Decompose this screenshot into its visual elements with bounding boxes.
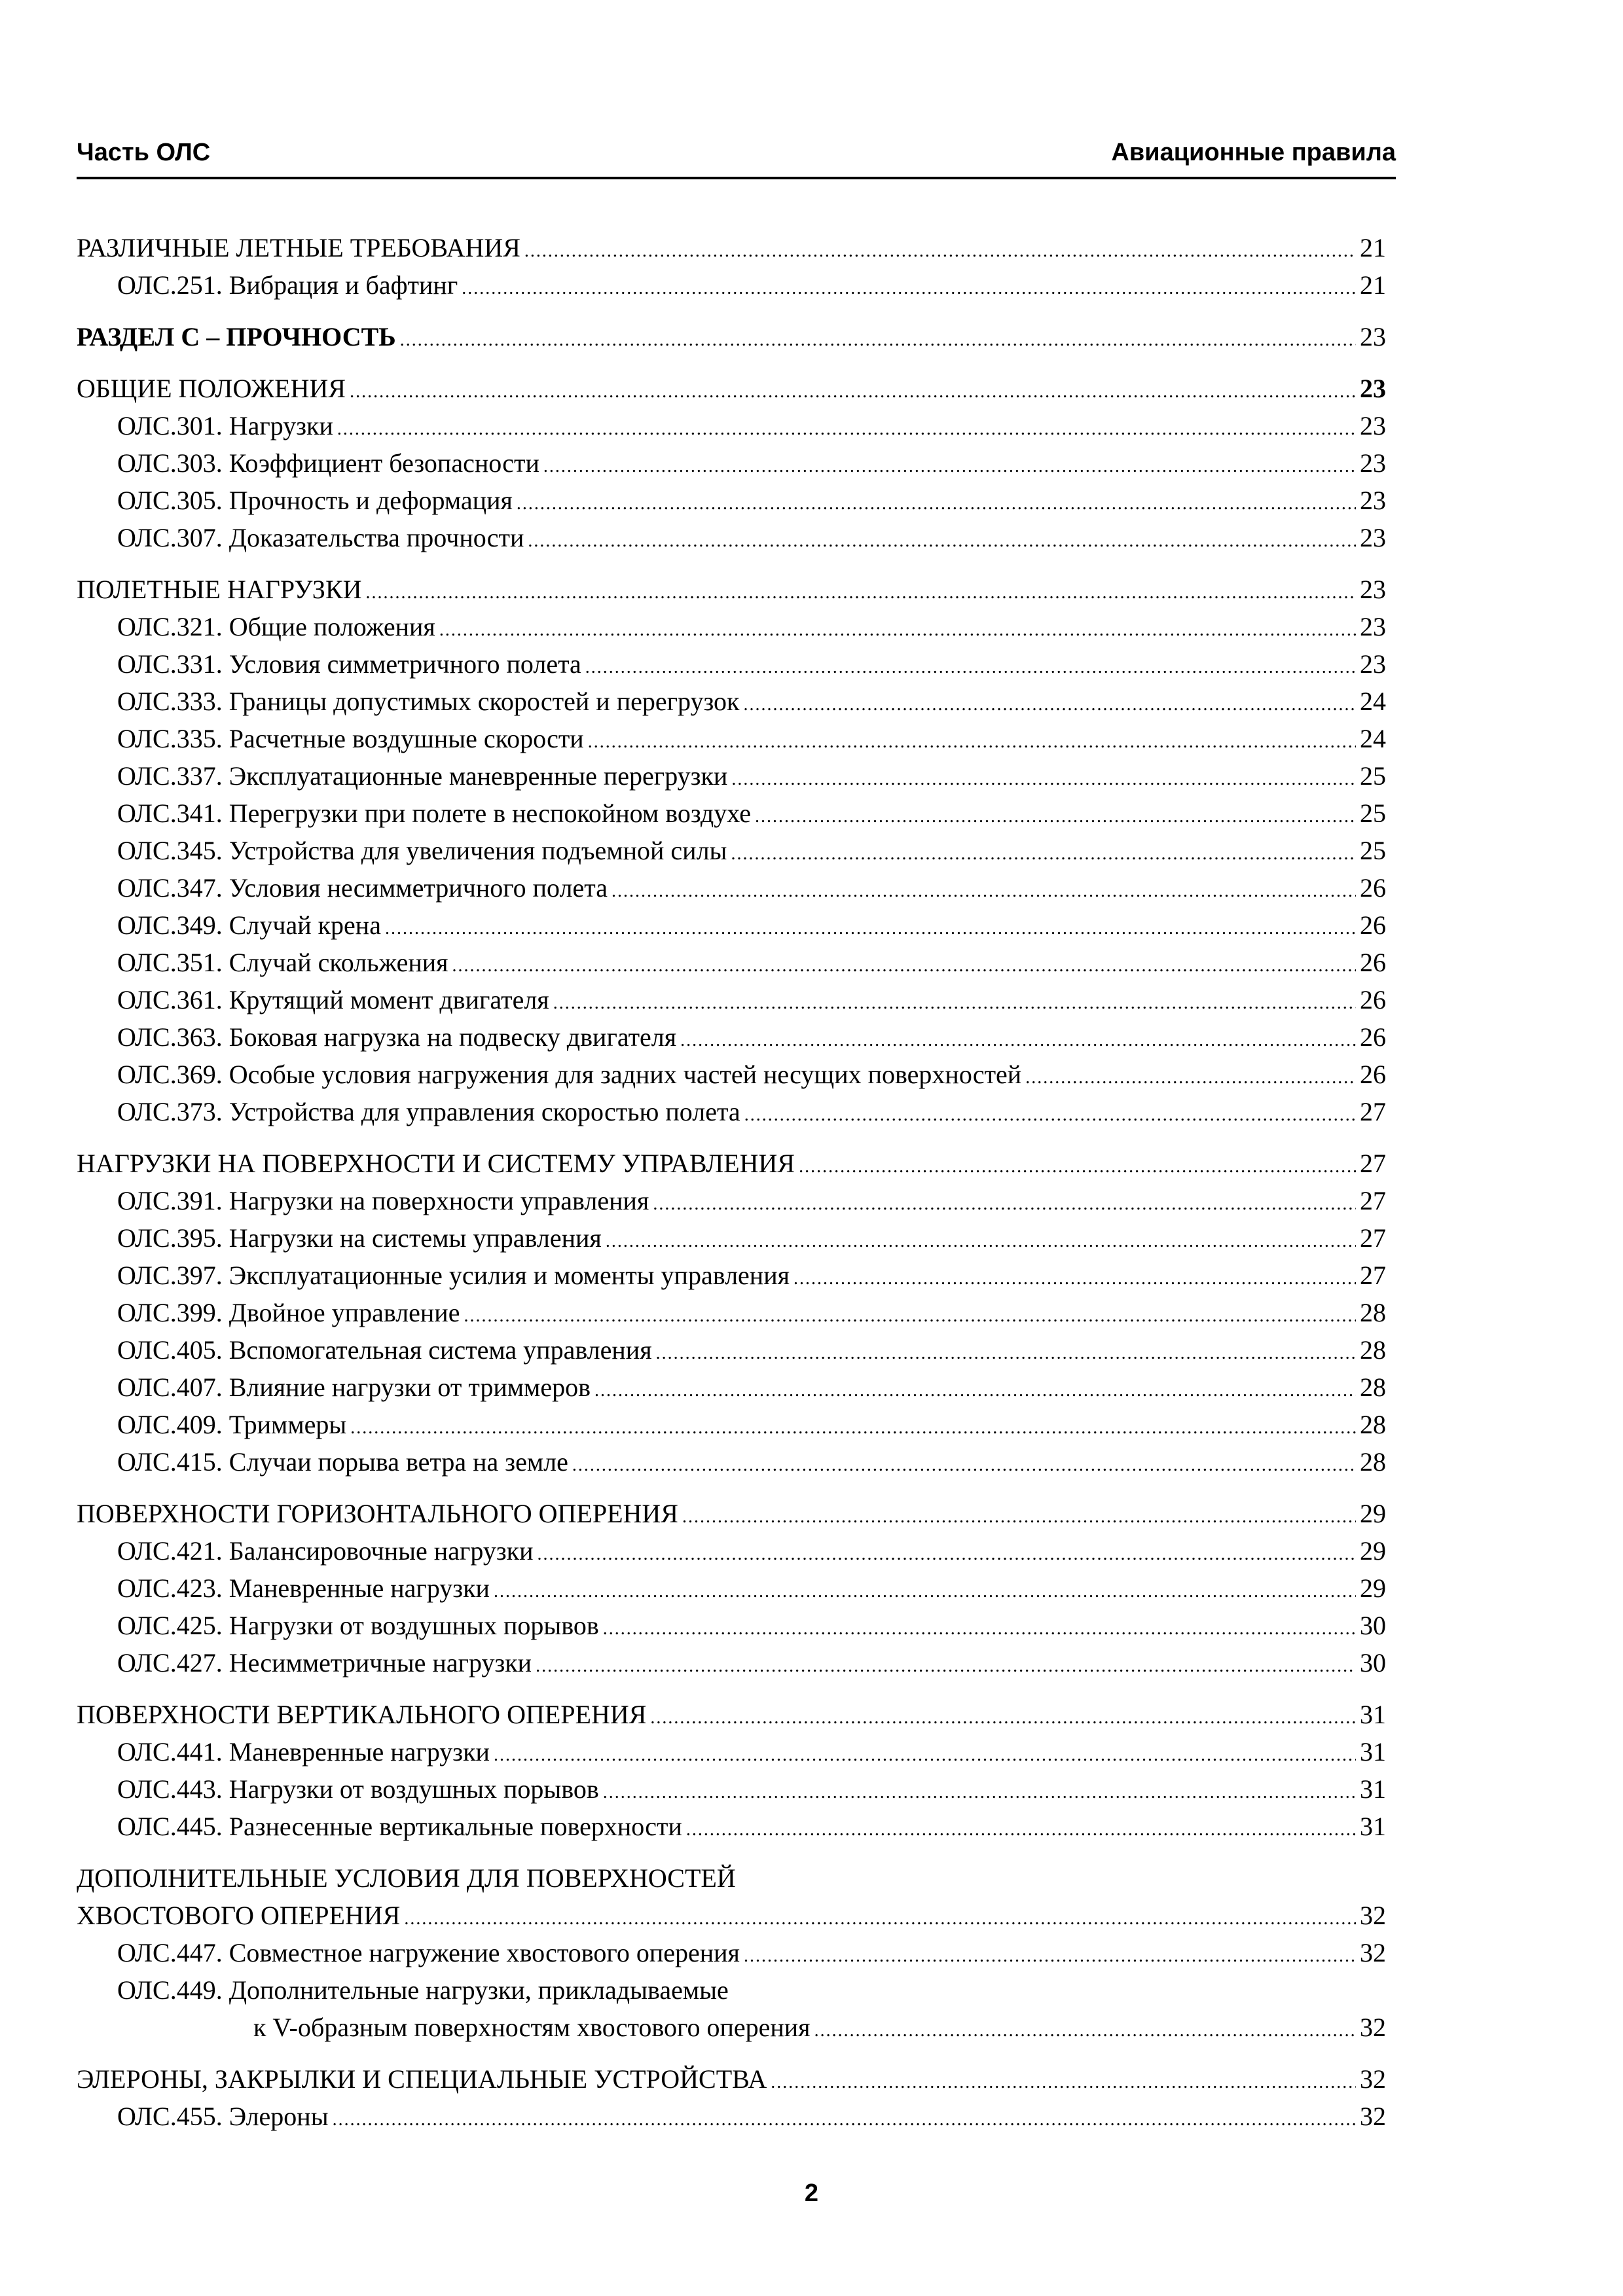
- toc-page-number: 32: [1360, 1901, 1386, 1930]
- toc-entry-row[interactable]: [77, 645, 1386, 683]
- toc-entry-row-line1[interactable]: [77, 1971, 1386, 2009]
- toc-page-number: 24: [1360, 724, 1386, 753]
- toc-section-row[interactable]: [77, 1495, 1386, 1532]
- dot-leader: [744, 1937, 1356, 1975]
- toc-section-row[interactable]: [77, 571, 1386, 608]
- dot-leader: [603, 1774, 1356, 1811]
- dot-leader: [464, 1297, 1356, 1335]
- toc-page-number: 30: [1360, 1648, 1386, 1677]
- dot-leader: [603, 1610, 1356, 1647]
- toc-entry-title: ОЛС.305. Прочность и деформация: [117, 486, 513, 515]
- header-document-title: Авиационные правила: [1111, 139, 1396, 166]
- dot-leader: [333, 2101, 1356, 2138]
- page-number: 2: [804, 2179, 819, 2207]
- dot-leader: [793, 1260, 1356, 1297]
- toc-entry-row[interactable]: [77, 1443, 1386, 1480]
- dot-leader: [680, 1022, 1356, 1059]
- dot-leader: [528, 522, 1356, 560]
- toc-page-number: 31: [1360, 1812, 1386, 1841]
- dot-leader: [543, 448, 1356, 485]
- toc-entry-row[interactable]: [77, 1331, 1386, 1369]
- dot-leader: [611, 872, 1356, 910]
- dot-leader: [731, 761, 1356, 798]
- toc-page-number: 32: [1360, 2064, 1386, 2094]
- dot-leader: [572, 1446, 1356, 1484]
- toc-section-row[interactable]: [77, 1897, 1386, 1934]
- dot-leader: [494, 1736, 1356, 1774]
- dot-leader: [553, 984, 1356, 1022]
- toc-entry-title: ОЛС.337. Эксплуатационные маневренные перегрузки: [117, 761, 728, 791]
- toc-entry-title: ОЛС.335. Расчетные воздушные скорости: [117, 724, 584, 753]
- dot-leader: [462, 270, 1356, 307]
- toc-entry-row[interactable]: [77, 869, 1386, 906]
- toc-entry-title: ОЛС.303. Коэффициент безопасности: [117, 448, 539, 478]
- toc-entry-row[interactable]: [77, 720, 1386, 757]
- toc-section-row[interactable]: [77, 2060, 1386, 2098]
- dot-leader: [524, 232, 1356, 270]
- toc-page-number: 23: [1360, 575, 1386, 604]
- header-part-label: Часть ОЛС: [77, 139, 211, 166]
- toc-entry-row[interactable]: [77, 1294, 1386, 1331]
- toc-entry-row[interactable]: [77, 1770, 1386, 1808]
- page-header: [77, 137, 1396, 179]
- toc-page-number: 21: [1360, 270, 1386, 300]
- toc-entry-title: ПОВЕРХНОСТИ ГОРИЗОНТАЛЬНОГО ОПЕРЕНИЯ: [77, 1499, 678, 1528]
- dot-leader: [585, 649, 1356, 686]
- toc-entry-title: к V-образным поверхностям хвостового оперения: [253, 2013, 811, 2042]
- dot-leader: [799, 1148, 1356, 1185]
- toc-page-number: 28: [1360, 1447, 1386, 1477]
- toc-section-row[interactable]: [77, 229, 1386, 266]
- dot-leader: [385, 910, 1356, 947]
- toc-entry-row[interactable]: [77, 2009, 1386, 2046]
- toc-entry-row[interactable]: [77, 1644, 1386, 1681]
- toc-entry-title: ОЛС.307. Доказательства прочности: [117, 523, 524, 552]
- toc-page-number: 28: [1360, 1335, 1386, 1365]
- toc-entry-title: ОЛС.391. Нагрузки на поверхности управления: [117, 1186, 649, 1215]
- table-of-contents: [77, 229, 1386, 2135]
- toc-entry-title: ОЛС.395. Нагрузки на системы управления: [117, 1223, 602, 1253]
- toc-entry-row[interactable]: [77, 944, 1386, 981]
- dot-leader: [656, 1335, 1356, 1372]
- toc-entry-title: РАЗЛИЧНЫЕ ЛЕТНЫЕ ТРЕБОВАНИЯ: [77, 233, 520, 262]
- toc-entry-title: ОЛС.407. Влияние нагрузки от триммеров: [117, 1372, 591, 1402]
- toc-page-number: 27: [1360, 1149, 1386, 1178]
- toc-entry-row[interactable]: [77, 1607, 1386, 1644]
- toc-page-number: 32: [1360, 2102, 1386, 2131]
- toc-page-number: 21: [1360, 233, 1386, 262]
- dot-leader: [400, 321, 1356, 359]
- toc-page-number: 23: [1360, 486, 1386, 515]
- toc-entry-row[interactable]: [77, 832, 1386, 869]
- toc-section-row[interactable]: [77, 1696, 1386, 1733]
- toc-entry-row[interactable]: [77, 1182, 1386, 1219]
- toc-entry-row[interactable]: [77, 519, 1386, 556]
- toc-entry-title: ОЛС.345. Устройства для увеличения подъемной силы: [117, 836, 727, 865]
- toc-page-number: 32: [1360, 1938, 1386, 1967]
- toc-page-number: 31: [1360, 1700, 1386, 1729]
- toc-page-number: 29: [1360, 1536, 1386, 1566]
- toc-page-number: 26: [1360, 1022, 1386, 1052]
- toc-page-number: 29: [1360, 1573, 1386, 1603]
- toc-page-number: 29: [1360, 1499, 1386, 1528]
- toc-page-number: 28: [1360, 1298, 1386, 1327]
- dot-leader: [814, 2012, 1356, 2049]
- toc-entry-row[interactable]: [77, 1056, 1386, 1093]
- toc-section-row[interactable]: [77, 370, 1386, 407]
- toc-entry-row[interactable]: [77, 1219, 1386, 1257]
- toc-page-number: 23: [1360, 649, 1386, 679]
- toc-entry-title: ОЛС.349. Случай крена: [117, 910, 381, 940]
- dot-leader: [494, 1573, 1356, 1610]
- dot-leader: [537, 1535, 1356, 1573]
- toc-entry-title: ОЛС.443. Нагрузки от воздушных порывов: [117, 1774, 599, 1804]
- dot-leader: [731, 835, 1356, 872]
- toc-page-number: 23: [1360, 411, 1386, 440]
- toc-entry-title: ОЛС.347. Условия несимметричного полета: [117, 873, 608, 903]
- toc-entry-title: ОЛС.321. Общие положения: [117, 612, 435, 641]
- dot-leader: [350, 373, 1356, 410]
- toc-entry-row[interactable]: [77, 1532, 1386, 1570]
- toc-entry-title: ДОПОЛНИТЕЛЬНЫЕ УСЛОВИЯ ДЛЯ ПОВЕРХНОСТЕЙ: [77, 1863, 736, 1893]
- toc-entry-title: ОЛС.423. Маневренные нагрузки: [117, 1573, 490, 1603]
- toc-entry-title: ОЛС.363. Боковая нагрузка на подвеску двигателя: [117, 1022, 677, 1052]
- toc-entry-title: ОЛС.351. Случай скольжения: [117, 948, 448, 977]
- toc-section-row-line1[interactable]: [77, 1859, 1386, 1897]
- toc-entry-row[interactable]: [77, 1018, 1386, 1056]
- toc-entry-title: ОЛС.301. Нагрузки: [117, 411, 333, 440]
- toc-entry-title: ОЛС.369. Особые условия нагружения для задних частей несущих поверхностей: [117, 1060, 1022, 1089]
- toc-entry-title: ОЛС.421. Балансировочные нагрузки: [117, 1536, 534, 1566]
- dot-leader: [517, 485, 1356, 522]
- toc-entry-title: ОЛС.409. Триммеры: [117, 1410, 347, 1439]
- dot-leader: [1025, 1059, 1356, 1096]
- dot-leader: [366, 574, 1356, 611]
- toc-entry-title: ОЛС.427. Несимметричные нагрузки: [117, 1648, 532, 1677]
- dot-leader: [771, 2064, 1356, 2101]
- toc-entry-title: ПОВЕРХНОСТИ ВЕРТИКАЛЬНОГО ОПЕРЕНИЯ: [77, 1700, 647, 1729]
- toc-page-number: 26: [1360, 1060, 1386, 1089]
- toc-entry-row[interactable]: [77, 1093, 1386, 1130]
- toc-entry-title: ОЛС.425. Нагрузки от воздушных порывов: [117, 1611, 599, 1640]
- toc-chapter-row[interactable]: [77, 318, 1386, 355]
- dot-leader: [744, 686, 1357, 723]
- toc-page-number: 30: [1360, 1611, 1386, 1640]
- toc-page-number: 23: [1360, 448, 1386, 478]
- toc-section-row[interactable]: [77, 1145, 1386, 1182]
- toc-entry-title: ОЛС.399. Двойное управление: [117, 1298, 460, 1327]
- dot-leader: [452, 947, 1356, 984]
- toc-entry-title: ОЛС.361. Крутящий момент двигателя: [117, 985, 549, 1014]
- toc-page-number: 31: [1360, 1774, 1386, 1804]
- toc-entry-row[interactable]: [77, 683, 1386, 720]
- toc-page-number: 23: [1360, 612, 1386, 641]
- toc-page-number: 24: [1360, 687, 1386, 716]
- dot-leader: [588, 723, 1356, 761]
- toc-entry-row[interactable]: [77, 1733, 1386, 1770]
- dot-leader: [744, 1096, 1356, 1134]
- toc-entry-row[interactable]: [77, 1570, 1386, 1607]
- toc-page-number: 25: [1360, 836, 1386, 865]
- toc-entry-row[interactable]: [77, 444, 1386, 482]
- dot-leader: [650, 1699, 1356, 1736]
- toc-page-number: 27: [1360, 1097, 1386, 1126]
- toc-page-number: 23: [1360, 322, 1386, 351]
- toc-entry-title: ОЛС.331. Условия симметричного полета: [117, 649, 581, 679]
- dot-leader: [404, 1900, 1356, 1937]
- toc-entry-row[interactable]: [77, 906, 1386, 944]
- toc-entry-title: ОЛС.341. Перегрузки при полете в неспокойном воздухе: [117, 798, 752, 828]
- toc-page-number: 26: [1360, 948, 1386, 977]
- toc-page-number: 23: [1360, 374, 1386, 403]
- toc-entry-title: ОЛС.447. Совместное нагружение хвостового оперения: [117, 1938, 740, 1967]
- toc-entry-row[interactable]: [77, 757, 1386, 795]
- toc-entry-title: ОЛС.251. Вибрация и бафтинг: [117, 270, 458, 300]
- dot-leader: [755, 798, 1356, 835]
- dot-leader: [350, 1409, 1356, 1446]
- toc-entry-row[interactable]: [77, 795, 1386, 832]
- toc-page-number: 28: [1360, 1410, 1386, 1439]
- toc-page-number: 23: [1360, 523, 1386, 552]
- toc-entry-row[interactable]: [77, 608, 1386, 645]
- toc-entry-title: ОЛС.333. Границы допустимых скоростей и перегрузок: [117, 687, 740, 716]
- toc-page-number: 26: [1360, 985, 1386, 1014]
- toc-entry-row[interactable]: [77, 1257, 1386, 1294]
- toc-entry-row[interactable]: [77, 981, 1386, 1018]
- toc-entry-title: ХВОСТОВОГО ОПЕРЕНИЯ: [77, 1901, 401, 1930]
- toc-entry-row[interactable]: [77, 407, 1386, 444]
- toc-entry-title: ОЛС.455. Элероны: [117, 2102, 329, 2131]
- toc-entry-row[interactable]: [77, 266, 1386, 304]
- toc-entry-row[interactable]: [77, 2098, 1386, 2135]
- toc-page-number: 27: [1360, 1223, 1386, 1253]
- dot-leader: [536, 1647, 1356, 1685]
- toc-entry-title: ОБЩИЕ ПОЛОЖЕНИЯ: [77, 374, 346, 403]
- toc-entry-row[interactable]: [77, 1406, 1386, 1443]
- dot-leader: [337, 410, 1356, 448]
- toc-entry-title: РАЗДЕЛ С – ПРОЧНОСТЬ: [77, 322, 396, 351]
- toc-page-number: 27: [1360, 1261, 1386, 1290]
- toc-entry-row[interactable]: [77, 482, 1386, 519]
- toc-entry-title: ЭЛЕРОНЫ, ЗАКРЫЛКИ И СПЕЦИАЛЬНЫЕ УСТРОЙСТВА: [77, 2064, 767, 2094]
- dot-leader: [606, 1223, 1356, 1260]
- toc-page-number: 26: [1360, 873, 1386, 903]
- toc-entry-title: НАГРУЗКИ НА ПОВЕРХНОСТИ И СИСТЕМУ УПРАВЛЕНИЯ: [77, 1149, 795, 1178]
- toc-page-number: 26: [1360, 910, 1386, 940]
- toc-page-number: 25: [1360, 798, 1386, 828]
- toc-entry-row[interactable]: [77, 1934, 1386, 1971]
- toc-entry-title: ОЛС.415. Случаи порыва ветра на земле: [117, 1447, 568, 1477]
- toc-entry-title: ОЛС.445. Разнесенные вертикальные поверхности: [117, 1812, 682, 1841]
- toc-entry-row[interactable]: [77, 1369, 1386, 1406]
- dot-leader: [682, 1498, 1356, 1535]
- toc-page-number: 28: [1360, 1372, 1386, 1402]
- toc-page-number: 32: [1360, 2013, 1386, 2042]
- toc-page-number: 31: [1360, 1737, 1386, 1767]
- toc-entry-title: ОЛС.441. Маневренные нагрузки: [117, 1737, 490, 1767]
- toc-entry-title: ОЛС.405. Вспомогательная система управления: [117, 1335, 652, 1365]
- toc-page-number: 27: [1360, 1186, 1386, 1215]
- dot-leader: [594, 1372, 1356, 1409]
- toc-entry-title: ПОЛЕТНЫЕ НАГРУЗКИ: [77, 575, 362, 604]
- dot-leader: [686, 1811, 1356, 1848]
- toc-entry-row[interactable]: [77, 1808, 1386, 1845]
- dot-leader: [439, 611, 1356, 649]
- dot-leader: [653, 1185, 1356, 1223]
- toc-entry-title: ОЛС.449. Дополнительные нагрузки, прикладываемые: [117, 1975, 729, 2005]
- toc-entry-title: ОЛС.397. Эксплуатационные усилия и моменты управления: [117, 1261, 790, 1290]
- toc-entry-title: ОЛС.373. Устройства для управления скоростью полета: [117, 1097, 740, 1126]
- toc-page-number: 25: [1360, 761, 1386, 791]
